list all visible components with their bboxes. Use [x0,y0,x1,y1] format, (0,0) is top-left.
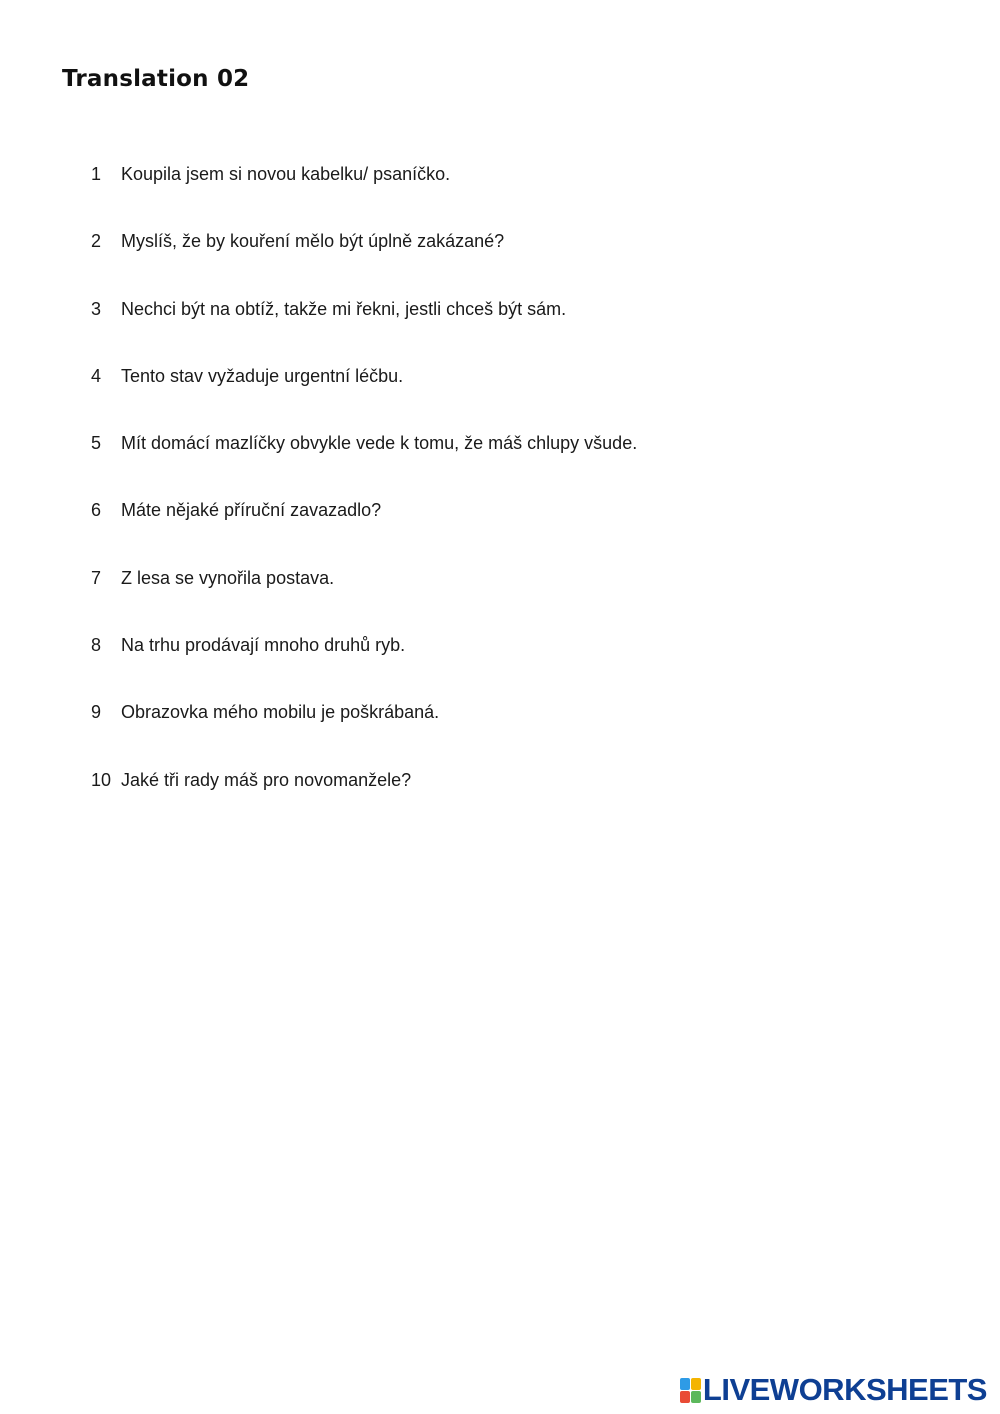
item-number: 5 [91,433,102,454]
item-text: Mít domácí mazlíčky obvykle vede k tomu, že máš chlupy všude. [121,433,638,454]
list-item [0,157,1000,224]
list-item [0,561,1000,628]
item-number: 6 [91,500,102,521]
item-text: Obrazovka mého mobilu je poškrábaná. [121,702,440,723]
item-text: Jaké tři rady máš pro novomanžele? [121,769,412,790]
item-number: 2 [91,231,102,252]
item-text: Koupila jsem si novou kabelku/ psaníčko. [121,164,451,184]
list-item [0,292,1000,359]
sentence-list [0,157,1000,830]
item-number: 8 [91,635,102,656]
list-item [0,695,1000,762]
list-item [0,628,1000,695]
item-text: Na trhu prodávají mnoho druhů ryb. [121,635,406,656]
list-item [0,224,1000,291]
list-item [0,493,1000,560]
list-item [0,763,1000,830]
brand-wordmark: LIVEWORKSHEETS [702,1372,987,1407]
logo-square-l [680,1378,690,1390]
item-number: 7 [91,567,102,588]
item-text: Myslíš, že by kouření mělo být úplně zakázané? [121,231,505,252]
item-text: Máte nějaké příruční zavazadlo? [121,500,382,521]
list-item [0,426,1000,493]
item-number: 1 [91,164,102,184]
liveworksheets-logo-icon [680,1378,701,1403]
logo-square-v [680,1391,690,1403]
logo-square-i [691,1378,701,1390]
logo-square-e [691,1391,701,1403]
page-title: Translation 02 [62,66,250,92]
item-number: 4 [91,365,102,386]
item-text: Z lesa se vynořila postava. [121,567,335,588]
item-number: 3 [91,298,102,319]
item-text: Nechci být na obtíž, takže mi řekni, jestli chceš být sám. [121,298,567,319]
item-number: 10 [91,769,112,790]
liveworksheets-brand [680,1373,987,1407]
list-item [0,359,1000,426]
item-number: 9 [91,702,102,723]
item-text: Tento stav vyžaduje urgentní léčbu. [121,365,404,386]
